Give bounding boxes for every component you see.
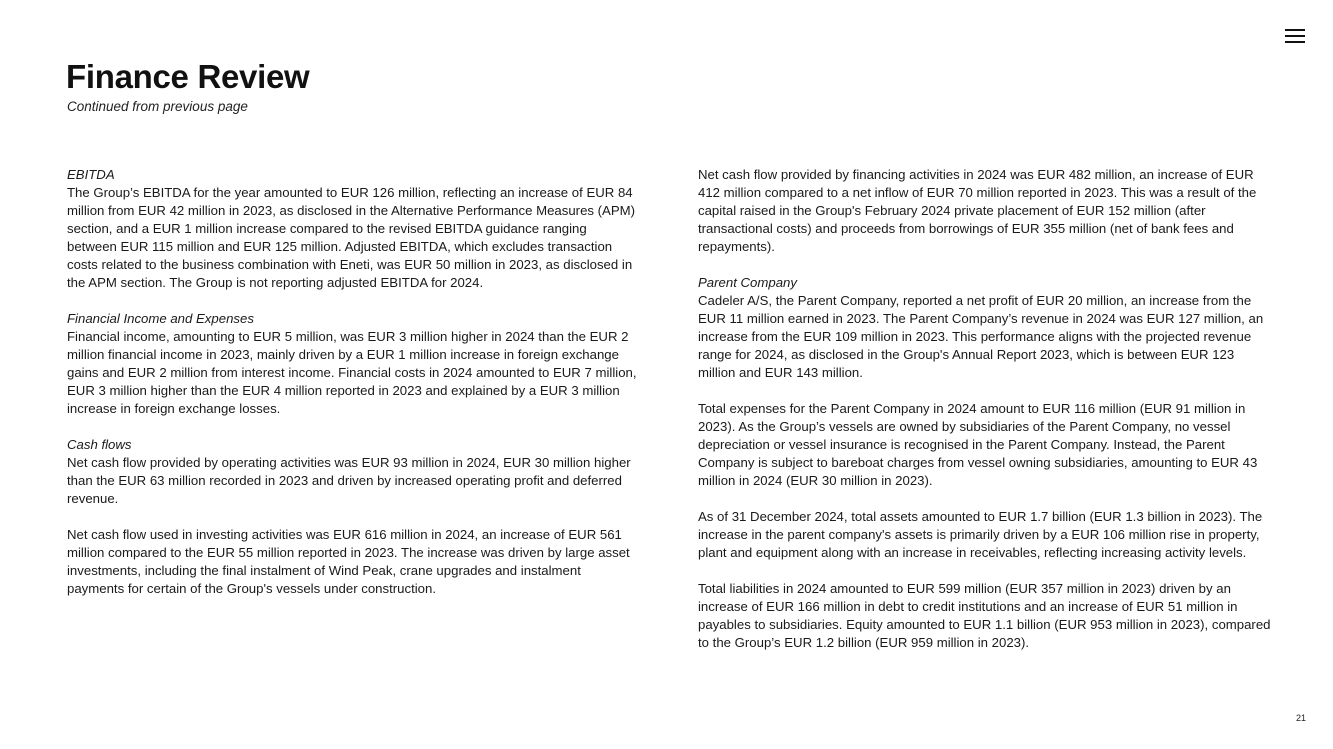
section-parent-assets (698, 508, 1272, 562)
section-parent-liabilities (698, 580, 1272, 652)
hamburger-menu-icon[interactable] (1285, 27, 1305, 45)
section-heading: Parent Company (698, 275, 797, 290)
section-parent-expenses (698, 400, 1272, 490)
section-paragraph: As of 31 December 2024, total assets amounted to EUR 1.7 billion (EUR 1.3 billion in 2023). The increase in the parent company's assets is primarily driven by a EUR 106 million rise in property, plant and equipment along with an increase in receivables, reflecting increasing activity levels. (698, 509, 1263, 560)
section-investing-cash-flow (67, 526, 639, 598)
menu-line (1285, 29, 1305, 31)
page-subtitle: Continued from previous page (67, 99, 248, 114)
section-financing-cash-flow (698, 166, 1272, 256)
section-paragraph: Net cash flow used in investing activities was EUR 616 million in 2024, an increase of EUR 561 million compared to the EUR 55 million reported in 2023. The increase was driven by large asset investments, including the final instalment of Wind Peak, crane upgrades and instalment payments for certain of the Group's vessels under construction. (67, 527, 630, 596)
section-heading: Cash flows (67, 437, 132, 452)
right-column (698, 166, 1272, 670)
section-financial-income (67, 310, 639, 418)
section-paragraph: Financial income, amounting to EUR 5 million, was EUR 3 million higher in 2024 than the EUR 2 million financial income in 2023, mainly driven by a EUR 1 million increase in foreign exchange gains and EUR 2 million from interest income. Financial costs in 2024 amounted to EUR 7 million, EUR 3 million higher than the EUR 4 million reported in 2023 and explained by a EUR 3 million increase in foreign exchange losses. (67, 329, 637, 416)
menu-line (1285, 35, 1305, 37)
section-paragraph: Total liabilities in 2024 amounted to EUR 599 million (EUR 357 million in 2023) driven by an increase of EUR 166 million in debt to credit institutions and an increase of EUR 51 million in payables to subsidiaries. Equity amounted to EUR 1.1 billion (EUR 953 million in 2023), compared to the Group’s EUR 1.2 billion (EUR 959 million in 2023). (698, 581, 1271, 650)
section-paragraph: Net cash flow provided by operating activities was EUR 93 million in 2024, EUR 30 million higher than the EUR 63 million recorded in 2023 and driven by increased operating profit and deferred revenue. (67, 455, 631, 506)
page-number: 21 (1296, 713, 1307, 723)
page-title: Finance Review (66, 58, 310, 95)
section-ebitda (67, 166, 639, 292)
section-parent-company (698, 274, 1272, 382)
section-paragraph: Cadeler A/S, the Parent Company, reported a net profit of EUR 20 million, an increase from the EUR 11 million earned in 2023. The Parent Company’s revenue in 2024 was EUR 127 million, an increase from the EUR 109 million in 2023. This performance aligns with the projected revenue range for 2024, as disclosed in the Group's Annual Report 2023, which is between EUR 123 million and EUR 143 million. (698, 293, 1264, 380)
section-paragraph: Total expenses for the Parent Company in 2024 amount to EUR 116 million (EUR 91 million in 2023). As the Group’s vessels are owned by subsidiaries of the Parent Company, no vessel depreciation or vessel insurance is recognised in the Parent Company. Instead, the Parent Company is subject to bareboat charges from vessel owning subsidiaries, amounting to EUR 43 million in 2024 (EUR 30 million in 2023). (698, 401, 1258, 488)
section-cash-flows (67, 436, 639, 508)
section-paragraph: Net cash flow provided by financing activities in 2024 was EUR 482 million, an increase of EUR 412 million compared to a net inflow of EUR 70 million reported in 2023. This was a result of the capital raised in the Group's February 2024 private placement of EUR 152 million (after transactional costs) and proceeds from borrowings of EUR 355 million (net of bank fees and repayments). (698, 167, 1257, 254)
section-heading: EBITDA (67, 167, 115, 182)
section-paragraph: The Group’s EBITDA for the year amounted to EUR 126 million, reflecting an increase of EUR 84 million from EUR 42 million in 2023, as disclosed in the Alternative Performance Measures (APM) section, and a EUR 1 million increase compared to the revised EBITDA guidance ranging between EUR 115 million and EUR 125 million. Adjusted EBITDA, which excludes transaction costs related to the business combination with Eneti, was EUR 50 million in 2023, as disclosed in the APM section. The Group is not reporting adjusted EBITDA for 2024. (67, 185, 636, 290)
menu-line (1285, 41, 1305, 43)
left-column (67, 166, 639, 616)
section-heading: Financial Income and Expenses (67, 311, 254, 326)
